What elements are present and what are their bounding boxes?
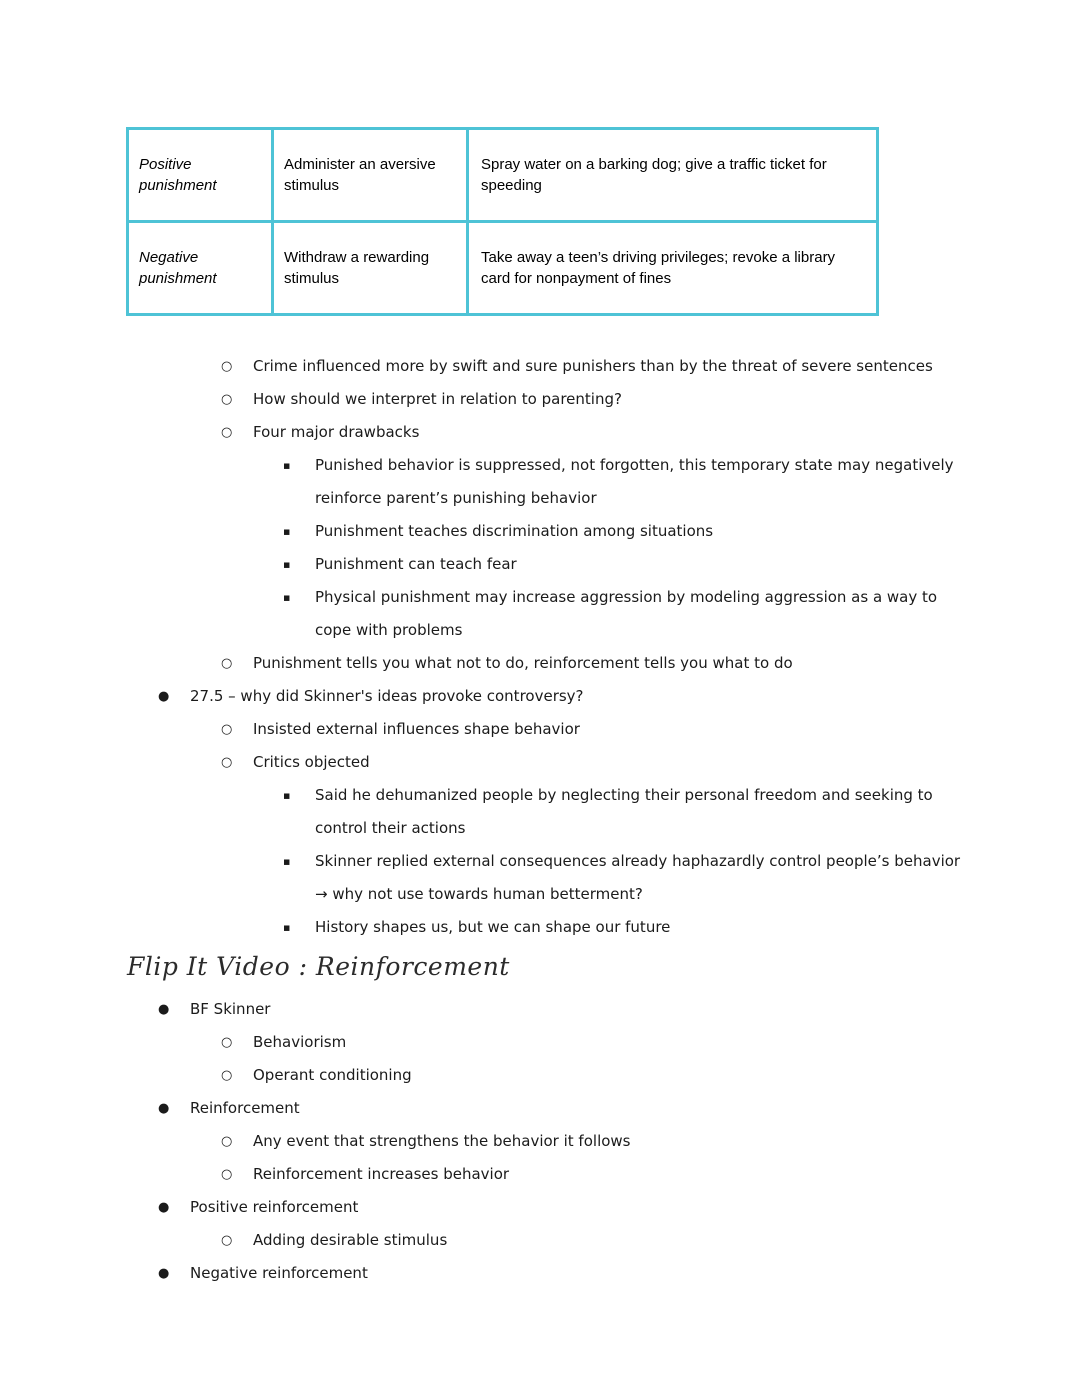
list-item (283, 845, 970, 911)
bullet-icon: ○ (221, 359, 233, 374)
list-item-text: Skinner replied external consequences already haphazardly control people’s behavior → why not use towards human betterment? (315, 852, 961, 903)
bullet-icon: ○ (221, 1035, 233, 1050)
table-cell-examples: Spray water on a barking dog; give a traffic ticket for speeding (468, 129, 878, 222)
list-item-text: History shapes us, but we can shape our future (315, 918, 671, 936)
bullet-icon: ● (158, 1266, 170, 1281)
list-item (221, 1026, 970, 1059)
list-item-text: 27.5 – why did Skinner's ideas provoke controversy? (190, 687, 584, 705)
list-item (221, 713, 970, 746)
list-item (158, 680, 970, 713)
bullet-icon: ▪ (283, 921, 291, 934)
list-item-text: Insisted external influences shape behavior (253, 720, 580, 738)
table-cell-description: Administer an aversive stimulus (273, 129, 468, 222)
list-item-text: BF Skinner (190, 1000, 271, 1018)
bullet-icon: ▪ (283, 591, 291, 604)
bullet-icon: ○ (221, 1233, 233, 1248)
list-item-text: Four major drawbacks (253, 423, 420, 441)
list-item (221, 1125, 970, 1158)
list-item (158, 993, 970, 1026)
punishment-table (126, 127, 879, 316)
list-item-text: Positive reinforcement (190, 1198, 359, 1216)
bullet-icon: ● (158, 689, 170, 704)
list-item-text: Punishment can teach fear (315, 555, 517, 573)
bullet-icon: ● (158, 1200, 170, 1215)
list-item (221, 416, 970, 449)
bullet-icon: ○ (221, 392, 233, 407)
list-item (221, 746, 970, 779)
list-item-text: Punished behavior is suppressed, not forgotten, this temporary state may negatively reinforce parent’s punishing behavior (315, 456, 954, 507)
list-item (221, 647, 970, 680)
bullet-icon: ▪ (283, 525, 291, 538)
bullet-icon: ○ (221, 1134, 233, 1149)
list-item (221, 1059, 970, 1092)
list-item-text: Behaviorism (253, 1033, 347, 1051)
list-item (221, 1224, 970, 1257)
video-bullet-list (0, 993, 970, 1290)
list-item (283, 911, 970, 944)
list-item (283, 515, 970, 548)
list-item (283, 548, 970, 581)
bullet-icon: ▪ (283, 558, 291, 571)
list-item (283, 779, 970, 845)
table-cell-term: Negative punishment (128, 222, 273, 315)
list-item-text: Any event that strengthens the behavior it follows (253, 1132, 631, 1150)
list-item (158, 1092, 970, 1125)
list-item (221, 1158, 970, 1191)
list-item-text: Operant conditioning (253, 1066, 412, 1084)
bullet-icon: ○ (221, 1167, 233, 1182)
table-cell-examples: Take away a teen’s driving privileges; revoke a library card for nonpayment of fines (468, 222, 878, 315)
list-item-text: Reinforcement (190, 1099, 300, 1117)
bullet-icon: ○ (221, 722, 233, 737)
table-cell-description: Withdraw a rewarding stimulus (273, 222, 468, 315)
bullet-icon: ○ (221, 1068, 233, 1083)
bullet-icon: ○ (221, 425, 233, 440)
list-item (158, 1257, 970, 1290)
bullet-icon: ▪ (283, 789, 291, 802)
list-item (283, 581, 970, 647)
list-item-text: How should we interpret in relation to parenting? (253, 390, 622, 408)
bullet-icon: ● (158, 1002, 170, 1017)
list-item-text: Negative reinforcement (190, 1264, 368, 1282)
section-heading: Flip It Video : Reinforcement (127, 952, 510, 981)
list-item-text: Physical punishment may increase aggression by modeling aggression as a way to cope with problems (315, 588, 938, 639)
list-item (283, 449, 970, 515)
table-row (128, 129, 878, 222)
list-item (221, 383, 970, 416)
bullet-icon: ▪ (283, 459, 291, 472)
table-cell-term: Positive punishment (128, 129, 273, 222)
bullet-icon: ● (158, 1101, 170, 1116)
list-item-text: Punishment tells you what not to do, reinforcement tells you what to do (253, 654, 793, 672)
list-item (221, 350, 970, 383)
list-item-text: Adding desirable stimulus (253, 1231, 448, 1249)
list-item-text: Crime influenced more by swift and sure punishers than by the threat of severe sentences (253, 357, 933, 375)
list-item-text: Punishment teaches discrimination among situations (315, 522, 714, 540)
list-item-text: Reinforcement increases behavior (253, 1165, 510, 1183)
table-row (128, 222, 878, 315)
notes-bullet-list (0, 350, 970, 944)
list-item-text: Critics objected (253, 753, 370, 771)
bullet-icon: ○ (221, 656, 233, 671)
bullet-icon: ▪ (283, 855, 291, 868)
list-item-text: Said he dehumanized people by neglecting their personal freedom and seeking to control their actions (315, 786, 933, 837)
list-item (158, 1191, 970, 1224)
bullet-icon: ○ (221, 755, 233, 770)
